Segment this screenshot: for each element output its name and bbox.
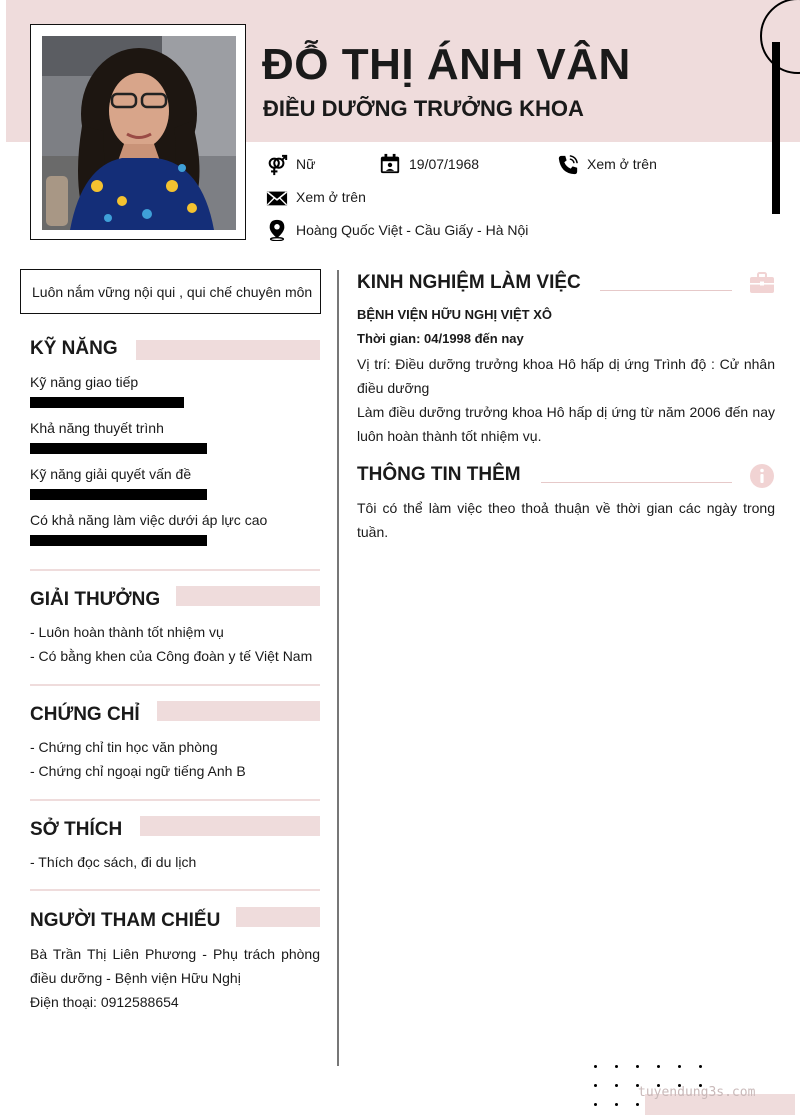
profile-photo	[42, 36, 236, 230]
address-value: Hoàng Quốc Việt - Cầu Giấy - Hà Nội	[296, 222, 529, 238]
calendar-icon	[379, 153, 401, 175]
skill-level-bar	[30, 397, 184, 408]
skill-label: Kỹ năng giao tiếp	[30, 374, 139, 390]
certificates-title-bar	[157, 701, 320, 721]
decorative-dot	[699, 1065, 702, 1068]
hobbies-title-bar	[140, 816, 320, 836]
decorative-dot	[615, 1084, 618, 1087]
certificate-item: - Chứng chỉ ngoại ngữ tiếng Anh B	[30, 763, 246, 779]
phone-value: Xem ở trên	[587, 156, 657, 172]
additional-info-title: THÔNG TIN THÊM	[357, 464, 521, 485]
email-icon	[266, 187, 288, 209]
location-icon	[266, 219, 288, 241]
experience-description	[357, 352, 775, 448]
section-divider	[30, 889, 320, 891]
section-divider	[30, 684, 320, 686]
portrait-illustration	[42, 36, 236, 230]
decorative-dot	[594, 1065, 597, 1068]
reference-phone: Điện thoại: 0912588654	[30, 994, 179, 1010]
email-value: Xem ở trên	[296, 189, 366, 205]
decorative-dot	[615, 1065, 618, 1068]
column-divider	[337, 270, 339, 1066]
decorative-dot	[678, 1065, 681, 1068]
decorative-dot	[594, 1103, 597, 1106]
employment-period: Thời gian: 04/1998 đến nay	[357, 331, 524, 346]
phone-icon	[557, 154, 579, 176]
references-title-bar	[236, 907, 320, 927]
full-name: ĐỖ THỊ ÁNH VÂN	[262, 40, 631, 89]
experience-line: luôn hoàn thành tốt nhiệm vụ.	[357, 428, 542, 444]
awards-title: GIẢI THƯỞNG	[30, 589, 161, 610]
decorative-dot	[615, 1103, 618, 1106]
birthdate-value: 19/07/1968	[409, 156, 480, 172]
skills-title-bar	[136, 340, 320, 360]
certificate-item: - Chứng chỉ tin học văn phòng	[30, 739, 218, 755]
award-item: - Có bằng khen của Công đoàn y tế Việt Nam	[30, 648, 313, 664]
hobby-item: - Thích đọc sách, đi du lịch	[30, 854, 197, 870]
award-item: - Luôn hoàn thành tốt nhiệm vụ	[30, 624, 224, 640]
reference-details	[30, 942, 320, 1014]
decorative-dot	[594, 1084, 597, 1087]
skill-label: Kỹ năng giải quyết vấn đề	[30, 466, 192, 482]
watermark: tuyendung3s.com	[638, 1085, 756, 1100]
career-objective: Luôn nắm vững nội qui , qui chế chuyên môn	[20, 269, 321, 314]
company-name: BỆNH VIỆN HỮU NGHỊ VIỆT XÔ	[357, 307, 552, 322]
additional-info-line: tuần.	[357, 524, 389, 540]
experience-title-line	[600, 290, 732, 291]
gender-value: Nữ	[296, 156, 316, 172]
additional-info-line: Tôi có thể làm việc theo thoả thuận về thời gian các ngày trong	[357, 500, 775, 516]
decorative-vertical-bar	[772, 42, 780, 214]
gender-icon	[266, 154, 288, 176]
additional-info-text	[357, 496, 775, 544]
experience-line: điều dưỡng	[357, 380, 430, 396]
certificates-title: CHỨNG CHỈ	[30, 704, 140, 725]
references-title: NGƯỜI THAM CHIẾU	[30, 910, 221, 931]
experience-title: KINH NGHIỆM LÀM VIỆC	[357, 272, 581, 293]
reference-line: Bà Trần Thị Liên Phương - Phụ trách phòng	[30, 946, 320, 962]
experience-line: Vị trí: Điều dưỡng trưởng khoa Hô hấp dị ứng Trình độ : Cử nhân	[357, 356, 775, 372]
job-title: ĐIỀU DƯỠNG TRƯỞNG KHOA	[263, 96, 584, 121]
skill-label: Khả năng thuyết trình	[30, 420, 164, 436]
additional-info-title-line	[541, 482, 732, 483]
info-icon	[749, 463, 775, 489]
experience-line: Làm điều dưỡng trưởng khoa Hô hấp dị ứng từ năm 2006 đến nay	[357, 404, 775, 420]
awards-title-bar	[176, 586, 320, 606]
skill-level-bar	[30, 535, 207, 546]
skills-title: KỸ NĂNG	[30, 338, 118, 359]
decorative-dot	[636, 1103, 639, 1106]
skill-label: Có khả năng làm việc dưới áp lực cao	[30, 512, 268, 528]
hobbies-title: SỞ THÍCH	[30, 819, 123, 840]
skill-level-bar	[30, 489, 207, 500]
briefcase-icon	[749, 272, 775, 294]
section-divider	[30, 569, 320, 571]
reference-line: điều dưỡng - Bệnh viện Hữu Nghị	[30, 970, 241, 986]
decorative-dot	[657, 1065, 660, 1068]
decorative-dot	[636, 1065, 639, 1068]
skill-level-bar	[30, 443, 207, 454]
section-divider	[30, 799, 320, 801]
